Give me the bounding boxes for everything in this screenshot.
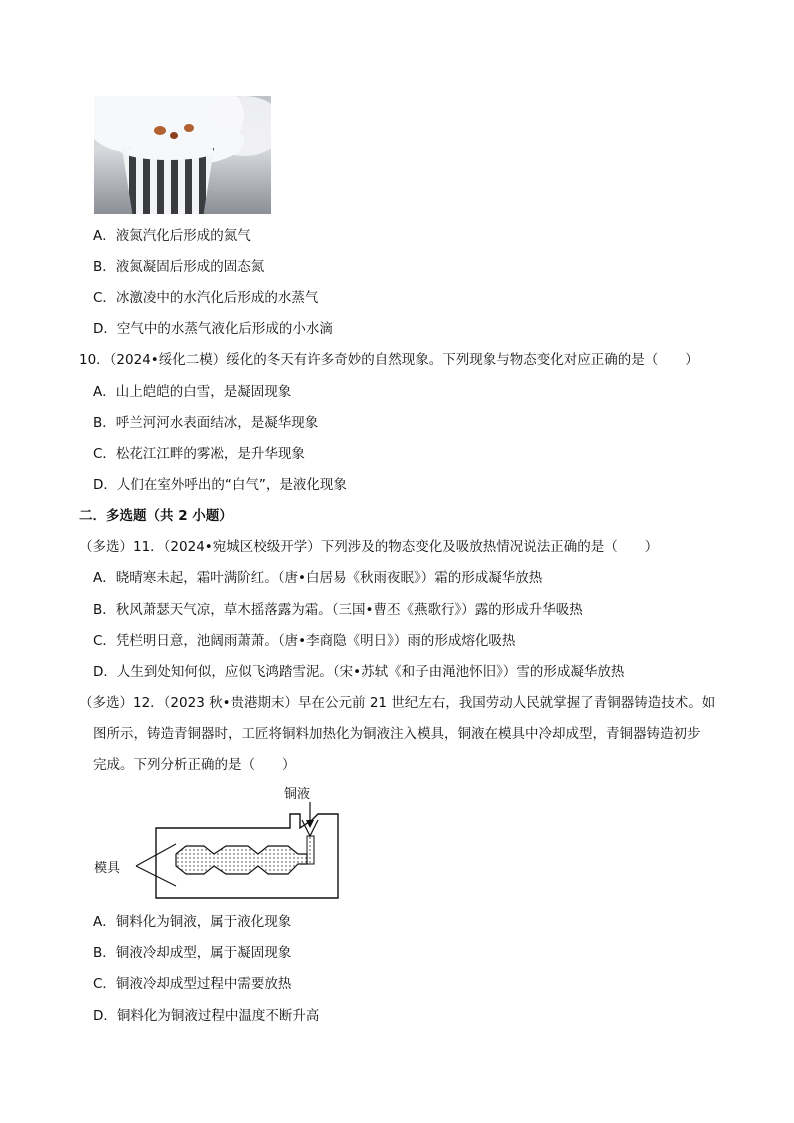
bronze-casting-mold-diagram [88,780,358,900]
q12-option-d: D．铜料化为铜液过程中温度不断升高 [93,1008,320,1024]
label-copper-liquid: 铜液 [284,787,311,802]
section-multiple-choice-title: 二．多选题（共 2 小题） [79,508,233,524]
q12-option-b: B．铜液冷却成型，属于凝固现象 [93,945,292,961]
q10-option-b: B．呼兰河河水表面结冰，是凝华现象 [93,415,319,431]
q10-stem: 10．（2024•绥化二模）绥化的冬天有许多奇妙的自然现象。下列现象与物态变化对应正确的是（ ） [79,352,699,368]
q12-option-a: A．铜料化为铜液，属于液化现象 [93,914,292,930]
q9-option-b: B．液氮凝固后形成的固态氮 [93,259,265,275]
q11-option-a: A．晓晴寒未起，霜叶满阶红。（唐•白居易《秋雨夜眠》）霜的形成凝华放热 [93,570,543,586]
q11-stem: （多选）11．（2024•宛城区校级开学）下列涉及的物态变化及吸放热情况说法正确的是（ ） [79,539,659,555]
q12-stem-line-3: 完成。下列分析正确的是（ ） [93,757,296,773]
q10-option-d: D．人们在室外呼出的“白气”，是液化现象 [93,477,347,493]
q10-option-a: A．山上皑皑的白雪，是凝固现象 [93,384,292,400]
q12-stem-line-1: （多选）12．（2023 秋•贵港期末）早在公元前 21 世纪左右，我国劳动人民就掌握了青铜器铸造技术。如 [79,695,716,711]
q12-stem-line-2: 图所示，铸造青铜器时，工匠将铜料加热化为铜液注入模具，铜液在模具中冷却成型，青铜器铸造初步 [93,726,701,742]
mold-cavity [176,846,307,874]
q9-option-a: A．液氮汽化后形成的氮气 [93,228,251,244]
q10-option-c: C．松花江江畔的雾凇，是升华现象 [93,446,305,462]
q9-option-d: D．空气中的水蒸气液化后形成的小水滴 [93,321,333,337]
liquid-nitrogen-ice-cream-photo [94,96,271,214]
q11-option-d: D．人生到处知何似，应似飞鸿踏雪泥。（宋•苏轼《和子由渑池怀旧》）雪的形成凝华放热 [93,664,625,680]
q12-option-c: C．铜液冷却成型过程中需要放热 [93,976,292,992]
pour-channel [307,836,314,864]
label-mold: 模具 [94,861,121,876]
q11-option-b: B．秋风萧瑟天气凉，草木摇落露为霜。（三国•曹丕《燕歌行》）露的形成升华吸热 [93,602,583,618]
q11-option-c: C．凭栏明日意，池阔雨萧萧。（唐•李商隐《明日》）雨的形成熔化吸热 [93,633,516,649]
q9-option-c: C．冰激凌中的水汽化后形成的水蒸气 [93,290,319,306]
